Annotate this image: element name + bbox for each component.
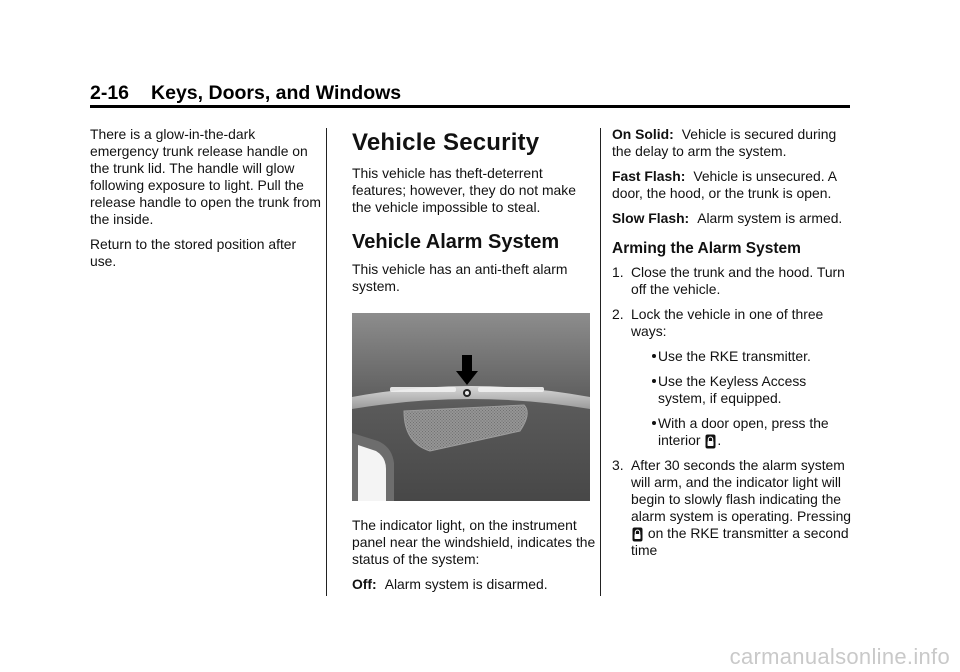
bullet-item [631, 415, 857, 449]
step-number: 2. [612, 306, 624, 322]
status-off-text: Alarm system is disarmed. [384, 576, 548, 592]
bullet-text-end: . [717, 432, 722, 448]
step-text: Lock the vehicle in one of three ways: [631, 306, 824, 339]
step-number: 3. [612, 457, 624, 473]
header-rule [90, 105, 850, 108]
lock-icon [705, 434, 716, 449]
page-header [90, 82, 401, 105]
indicator-light-photo [352, 313, 590, 501]
trunk-release-paragraph: There is a glow-in-the-dark emergency trunk release handle on the trunk lid. The handle will glow following exposure to light. Pull the release handle to open the trunk from the inside. [90, 126, 321, 227]
alarm-system-heading: Vehicle Alarm System [352, 231, 560, 253]
alarm-intro: This vehicle has an anti-theft alarm system. [352, 261, 568, 294]
vehicle-security-heading: Vehicle Security [352, 129, 540, 156]
column-divider [600, 128, 601, 596]
lock-icon [632, 527, 643, 542]
status-slow-flash-text: Alarm system is armed. [697, 210, 843, 226]
step-text: Close the trunk and the hood. Turn off the vehicle. [631, 264, 845, 297]
status-on-solid-text: Vehicle is secured during the delay to arm the system. [612, 126, 837, 159]
lock-methods [631, 348, 857, 449]
arming-steps [612, 264, 857, 559]
status-on-solid-term: On Solid: [612, 126, 674, 142]
security-intro: This vehicle has theft-deterrent features; however, they do not make the vehicle impossible to steal. [352, 165, 576, 215]
step-1 [612, 264, 857, 298]
page-number: 2-16 [90, 82, 130, 104]
bullet-item: Use the RKE transmitter. [631, 348, 857, 365]
status-fast-flash [612, 168, 857, 202]
section-title: Keys, Doors, and Windows [151, 82, 402, 104]
step-text: After 30 seconds the alarm system will arm, and the indicator light will begin to slowly flash indicating the alarm system is operating. Pressing [631, 457, 852, 524]
bullet-text: With a door open, press the interior [658, 415, 829, 448]
status-off-term: Off: [352, 576, 377, 592]
indicator-paragraph: The indicator light, on the instrument panel near the windshield, indicates the status of the system: [352, 517, 596, 567]
arming-heading: Arming the Alarm System [612, 240, 801, 257]
step-3 [612, 457, 857, 559]
status-fast-flash-text: Vehicle is unsecured. A door, the hood, or the trunk is open. [612, 168, 837, 201]
column-left [90, 126, 326, 278]
column-divider [326, 128, 327, 596]
watermark: carmanualsonline.info [729, 644, 950, 669]
step-text-end: on the RKE transmitter a second time [631, 525, 849, 558]
stored-position-paragraph: Return to the stored position after use. [90, 236, 297, 269]
step-2 [612, 306, 857, 449]
status-slow-flash-term: Slow Flash: [612, 210, 690, 226]
column-middle [352, 126, 598, 601]
column-right [612, 126, 857, 567]
status-on-solid [612, 126, 857, 160]
status-slow-flash [612, 210, 857, 227]
bullet-item: Use the Keyless Access system, if equipped. [631, 373, 857, 407]
status-fast-flash-term: Fast Flash: [612, 168, 686, 184]
status-off [352, 576, 598, 593]
step-number: 1. [612, 264, 624, 280]
